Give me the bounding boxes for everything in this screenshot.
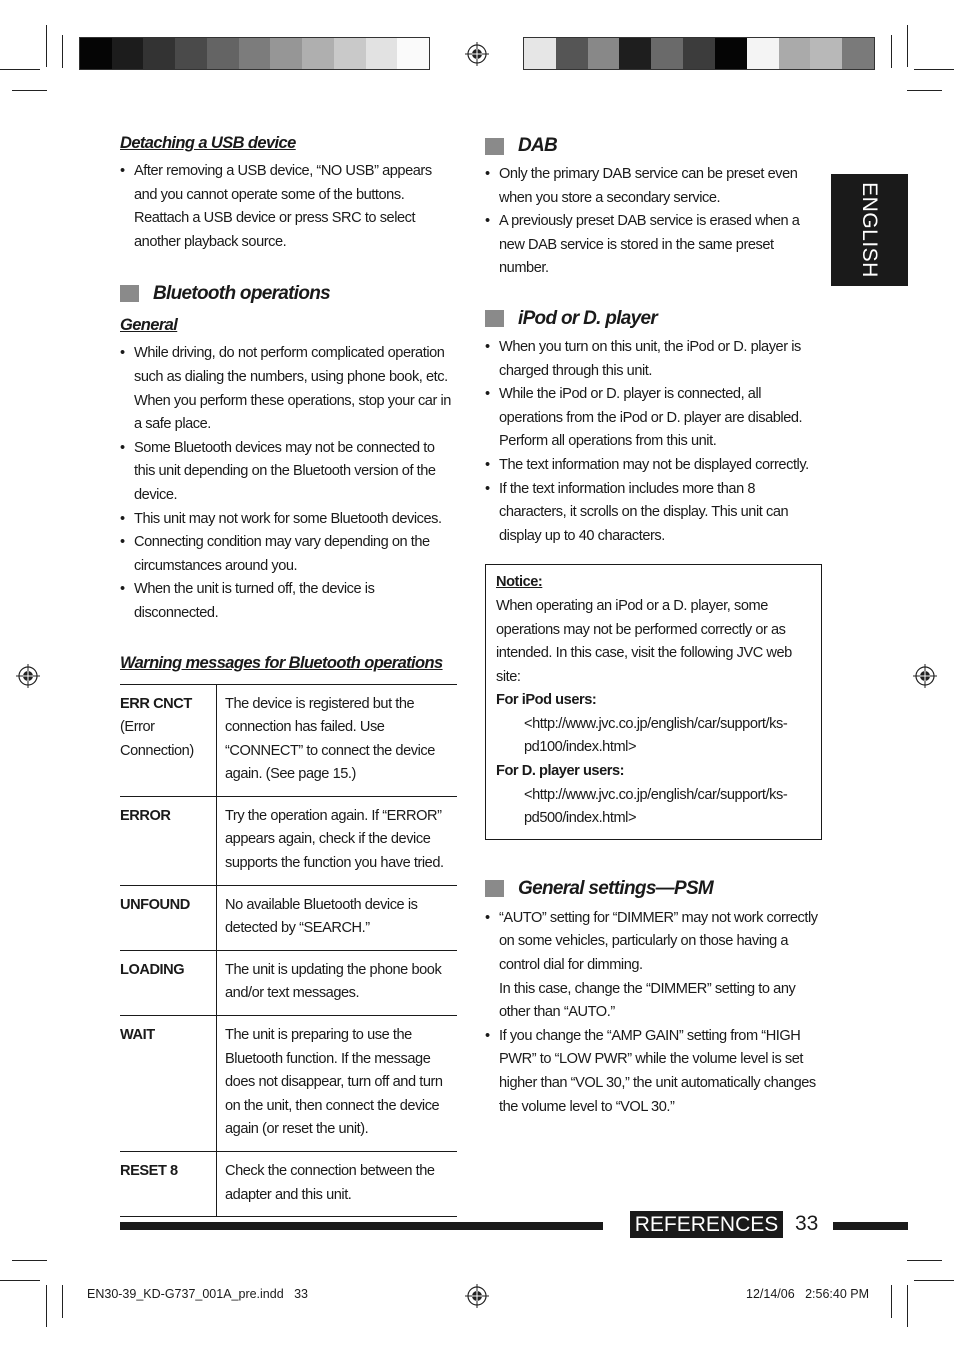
list-item: • When the unit is turned off, the device is disconnected. (120, 578, 457, 625)
dab-heading-text: DAB (518, 135, 558, 157)
psm-bullet-list (485, 907, 822, 1119)
footer-rule-left (120, 1222, 603, 1230)
message-description: Try the operation again. If “ERROR” appears again, check if the device supports the function you have tried. (217, 796, 458, 885)
message-code: ERROR (120, 807, 171, 824)
message-code: WAIT (120, 1027, 155, 1044)
warning-table (120, 684, 457, 1218)
list-item: • If the text information includes more than 8 characters, it scrolls on the display. This unit can display up to 40 characters. (485, 478, 822, 549)
list-item: • This unit may not work for some Bluetooth devices. (120, 508, 457, 532)
message-code: ERR CNCT (120, 695, 192, 712)
table-row (120, 950, 457, 1015)
references-label-text: REFERENCES (634, 1213, 779, 1236)
message-description: Check the connection between the adapter and this unit. (217, 1152, 458, 1217)
footer-rule-right (833, 1222, 908, 1230)
page-number: 33 (795, 1212, 819, 1235)
message-cell (120, 1016, 217, 1152)
table-row (120, 1152, 457, 1217)
general-bullet-list (120, 342, 457, 625)
warning-heading: Warning messages for Bluetooth operations (120, 653, 443, 672)
ipod-heading-text: iPod or D. player (518, 308, 658, 330)
list-item: • If you change the “AMP GAIN” setting from “HIGH PWR” to “LOW PWR” while the volume level is set higher than “VOL 30,” the unit automatically changes the volume level to “VOL 30.” (485, 1025, 822, 1119)
message-cell (120, 885, 217, 950)
registration-mark-icon (465, 42, 489, 66)
heading-square-icon (485, 880, 504, 897)
print-timestamp: 12/14/06 2:56:40 PM (746, 1287, 870, 1301)
language-tab-label: ENGLISH (858, 182, 881, 278)
right-column (485, 132, 822, 1119)
list-item: • Some Bluetooth devices may not be connected to this unit depending on the Bluetooth version of the device. (120, 437, 457, 508)
list-item: • When you turn on this unit, the iPod or D. player is charged through this unit. (485, 336, 822, 383)
bluetooth-section-heading (120, 278, 457, 308)
dab-section-heading (485, 132, 822, 160)
heading-square-icon (485, 310, 504, 327)
message-cell (120, 684, 217, 796)
registration-mark-icon (16, 664, 40, 688)
file-info: EN30-39_KD-G737_001A_pre.indd 33 (87, 1287, 308, 1301)
notice-ipod-label: For iPod users: (496, 692, 597, 709)
table-row (120, 684, 457, 796)
calibration-strip-left (79, 37, 430, 70)
dab-bullet-list (485, 163, 822, 281)
heading-square-icon (120, 285, 139, 302)
notice-dplayer-url[interactable]: <http://www.jvc.co.jp/english/car/support/ks-pd500/index.html> (524, 786, 788, 827)
registration-mark-icon (913, 664, 937, 688)
table-row (120, 796, 457, 885)
ipod-section-heading (485, 305, 822, 333)
message-code: LOADING (120, 961, 185, 978)
table-row (120, 1016, 457, 1152)
list-item: • Only the primary DAB service can be preset even when you store a secondary service. (485, 163, 822, 210)
heading-square-icon (485, 138, 504, 155)
notice-box (485, 564, 822, 840)
calibration-strip-right (523, 37, 875, 70)
ipod-bullet-list (485, 336, 822, 548)
psm-section-heading (485, 874, 822, 904)
notice-title: Notice: (496, 574, 543, 591)
references-label (630, 1211, 783, 1238)
message-code: RESET 8 (120, 1163, 178, 1179)
notice-ipod-url[interactable]: <http://www.jvc.co.jp/english/car/support/ks-pd100/index.html> (524, 715, 788, 756)
language-tab (831, 174, 908, 286)
message-description: No available Bluetooth device is detected by “SEARCH.” (217, 885, 458, 950)
message-code: UNFOUND (120, 896, 190, 913)
message-description: The unit is updating the phone book and/or text messages. (217, 950, 458, 1015)
bluetooth-heading-text: Bluetooth operations (153, 282, 331, 304)
list-item: • “AUTO” setting for “DIMMER” may not work correctly on some vehicles, particularly on those having a control dial for dimming. In this case, change the “DIMMER” setting to any other than “AUTO.” (485, 907, 822, 1025)
usb-bullet-list (120, 160, 457, 254)
registration-mark-icon (465, 1284, 489, 1308)
list-item: • After removing a USB device, “NO USB” appears and you cannot operate some of the buttons. Reattach a USB device or press SRC to select another playback source. (120, 160, 457, 254)
message-cell (120, 950, 217, 1015)
message-description: The unit is preparing to use the Bluetooth function. If the message does not disappear, turn off and turn on the unit, then connect the device again (or reset the unit). (217, 1016, 458, 1152)
usb-heading: Detaching a USB device (120, 134, 296, 152)
notice-dplayer-label: For D. player users: (496, 763, 625, 780)
message-cell (120, 796, 217, 885)
list-item: • While driving, do not perform complicated operation such as dialing the numbers, using phone book, etc. When you perform these operations, stop your car in a safe place. (120, 342, 457, 436)
message-cell (120, 1152, 217, 1217)
message-description: The device is registered but the connection has failed. Use “CONNECT” to connect the device again. (See page 15.) (217, 684, 458, 796)
notice-dplayer-line (496, 760, 811, 831)
general-heading: General (120, 316, 178, 335)
message-code-sub: (Error Connection) (120, 719, 194, 759)
notice-body: When operating an iPod or a D. player, some operations may not be performed correctly or as intended. In this case, visit the following JVC web site: (496, 597, 792, 685)
list-item: • While the iPod or D. player is connected, all operations from the iPod or D. player are disabled. Perform all operations from this unit. (485, 383, 822, 454)
list-item: • Connecting condition may vary depending on the circumstances around you. (120, 531, 457, 578)
list-item: • The text information may not be displayed correctly. (485, 454, 822, 478)
left-column (120, 130, 457, 1217)
table-row (120, 885, 457, 950)
psm-heading-text: General settings—PSM (518, 878, 714, 900)
list-item: • A previously preset DAB service is erased when a new DAB service is stored in the same preset number. (485, 210, 822, 281)
notice-ipod-line (496, 689, 811, 760)
